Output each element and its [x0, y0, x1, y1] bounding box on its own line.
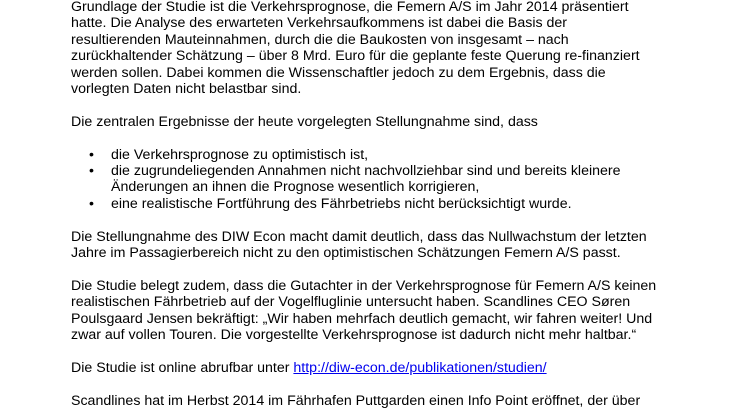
list-item-text: die Verkehrsprognose zu optimistisch ist,	[111, 146, 369, 163]
paragraph-online-link	[71, 360, 691, 376]
bullet-icon: •	[89, 195, 94, 212]
text-line: vorlegten Daten nicht belastbar sind.	[71, 81, 302, 98]
text-line: Die Stellungnahme des DIW Econ macht damit deutlich, dass das Nullwachstum der letzten	[71, 228, 647, 245]
text-line: hatte. Die Analyse des erwarteten Verkehrsaufkommens ist dabei die Basis der	[71, 15, 568, 32]
text-line: realistischen Fährbetrieb auf der Vogelfluglinie untersucht haben. Scandlines CEO Søren	[71, 294, 631, 311]
text-line: werden sollen. Dabei kommen die Wissenschaftler jedoch zu dem Ergebnis, dass die	[71, 64, 606, 81]
paragraph-info-point: Scandlines hat im Herbst 2014 im Fährhafen Puttgarden einen Info Point eröffnet, der über	[71, 392, 641, 409]
document-body	[71, 0, 691, 409]
text-line: Jahre im Passagierbereich nicht zu den optimistischen Schätzungen Femern A/S passt.	[71, 245, 621, 262]
paragraph-study-basis	[71, 0, 691, 97]
list-item-text: eine realistische Fortführung des Fährbetriebs nicht berücksichtigt wurde.	[111, 195, 572, 212]
paragraph-ceo-quote	[71, 278, 691, 344]
link-prefix: Die Studie ist online abrufbar unter	[71, 359, 294, 376]
bullet-icon: •	[89, 163, 94, 180]
list-item	[89, 146, 691, 163]
list-item-text: Änderungen an ihnen die Prognose wesentlich korrigieren,	[111, 179, 480, 196]
list-item	[89, 195, 691, 212]
study-link[interactable]: http://diw-econ.de/publikationen/studien/	[293, 359, 547, 376]
text-line: zurückhaltender Schätzung – über 8 Mrd. Euro für die geplante feste Querung re-finanziert	[71, 48, 640, 65]
bullet-icon: •	[89, 146, 94, 163]
results-list	[71, 147, 691, 213]
paragraph-zero-growth	[71, 229, 691, 262]
text-line: resultierenden Mauteinnahmen, durch die die Baukosten von insgesamt – nach	[71, 31, 569, 48]
list-item	[89, 163, 691, 196]
text-line: zwar auf vollen Touren. Die vorgestellte Verkehrsprognose ist dadurch nicht mehr haltbar.“	[71, 327, 637, 344]
text-line: Die Studie belegt zudem, dass die Gutachter in der Verkehrsprognose für Femern A/S keinen	[71, 277, 657, 294]
list-item-text: die zugrundeliegenden Annahmen nicht nachvollziehbar sind und bereits kleinere	[111, 163, 621, 180]
text-line: Grundlage der Studie ist die Verkehrsprognose, die Femern A/S im Jahr 2014 präsentiert	[71, 0, 629, 15]
text-line: Poulsgaard Jensen bekräftigt: „Wir haben mehrfach deutlich gemacht, wir fahren weiter! Und	[71, 310, 653, 327]
paragraph-results-intro: Die zentralen Ergebnisse der heute vorgelegten Stellungnahme sind, dass	[71, 113, 538, 130]
